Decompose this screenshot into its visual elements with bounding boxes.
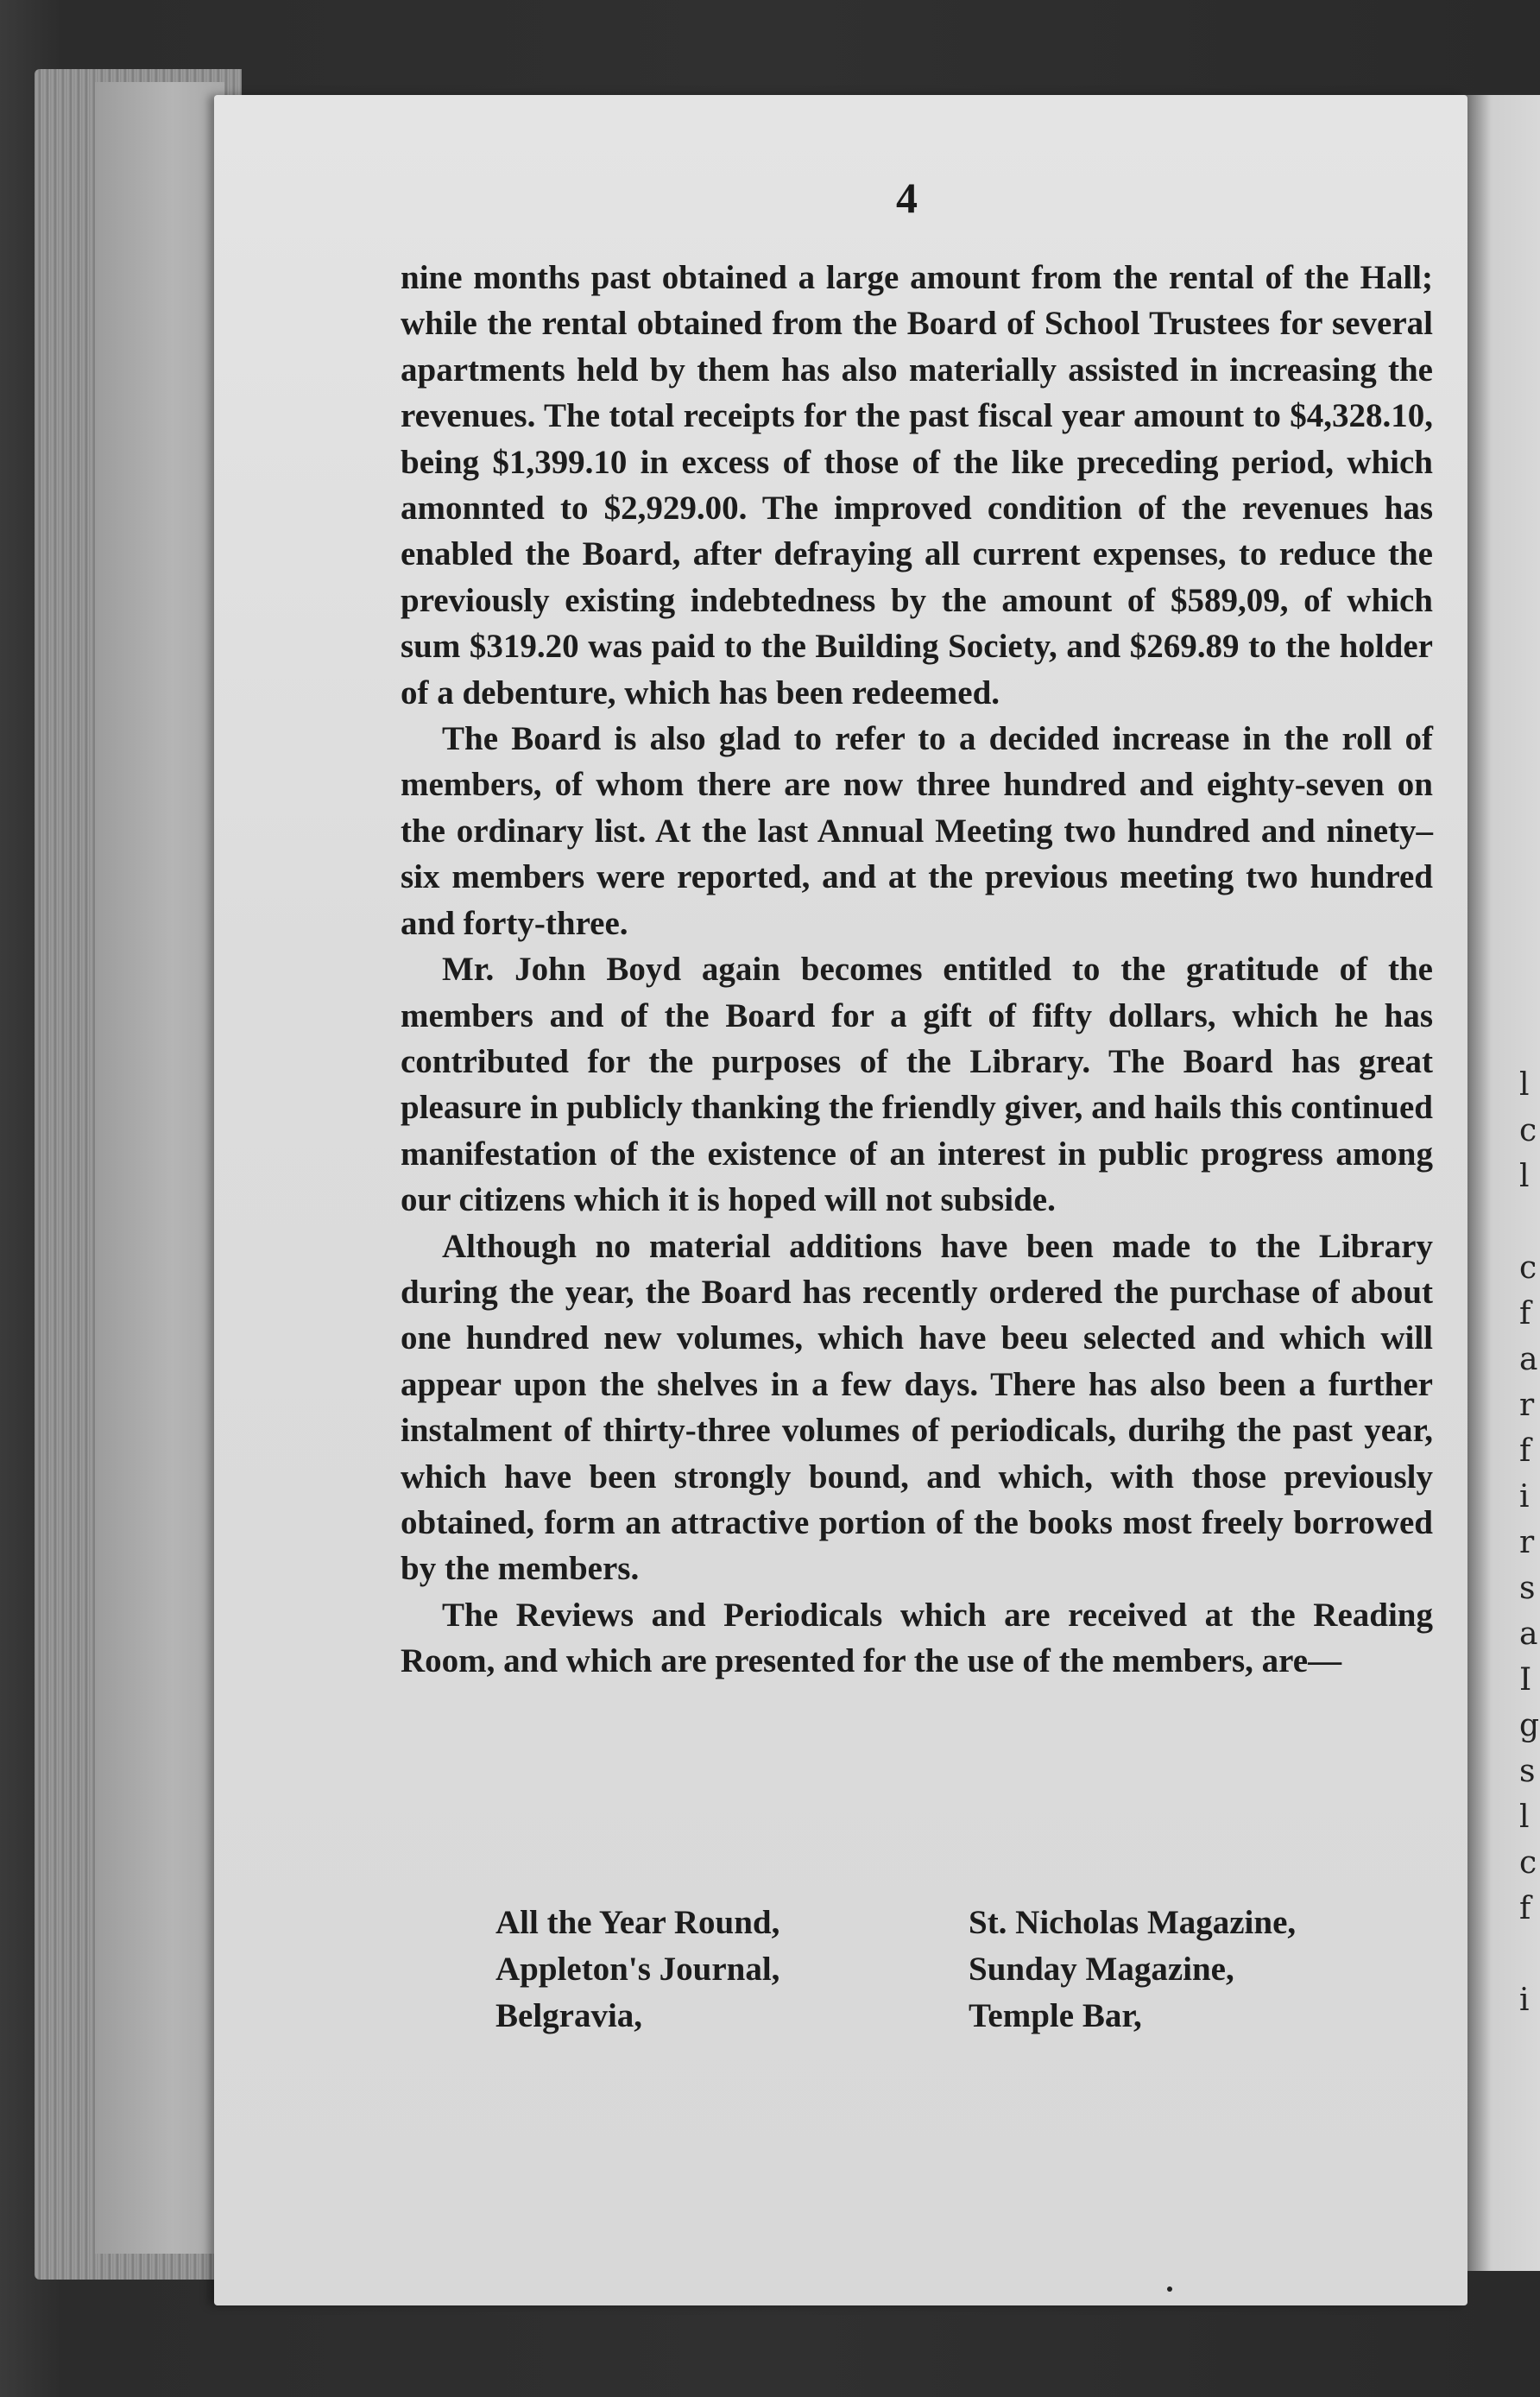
paragraph-periodicals-intro: The Reviews and Periodicals which are received at the Reading Room, and which are presented for the use of the members, are— (401, 1596, 1433, 1680)
book-page-edges-inner (95, 82, 224, 2254)
periodical-item: Belgravia, (495, 1997, 643, 2034)
page-number: 4 (896, 174, 918, 222)
periodical-item: Appleton's Journal, (495, 1951, 780, 1988)
paragraph-revenues: nine months past obtained a large amount from the rental of the Hall; while the rental obtained from the Board of School Trustees for several apartments held by them has also materially assisted in increasing the revenues. The total receipts for the past fiscal year amount to $4,328.10, being $1,399.10 in excess of those of the like preceding period, which amonnted to $2,929.00. The improved condition of the revenues has enabled the Board, after defraying all current expenses, to reduce the previously existing indebtedness by the amount of $589,09, of which sum $319.20 was paid to the Building Society, and $269.89 to the holder of a debenture, which has been redeemed. (401, 259, 1433, 712)
periodicals-left-column (495, 1900, 969, 2040)
periodicals-list (495, 1900, 1359, 2040)
ink-speck (1167, 2286, 1172, 2292)
periodical-item: Temple Bar, (969, 1997, 1142, 2034)
paragraph-library-additions: Although no material additions have been made to the Library during the year, the Board has recently ordered the purchase of about one hundred new volumes, which have beeu selected and which will appear upon the shelves in a few days. There has also been a further instalment of thirty-three volumes of periodicals, durihg the past year, which have been strongly bound, and which, with those previously obtained, form an attractive portion of the books most freely borrowed by the members. (401, 1227, 1433, 1588)
periodical-item: St. Nicholas Magazine, (969, 1904, 1297, 1941)
body-text (401, 255, 1433, 1685)
periodical-item: All the Year Round, (495, 1904, 780, 1941)
periodical-item: Sunday Magazine, (969, 1951, 1234, 1988)
paragraph-members: The Board is also glad to refer to a decided increase in the roll of members, of whom there are now three hundred and eighty-seven on the ordinary list. At the last Annual Meeting two hundred and ninety–six members were reported, and at the previous meeting two hundred and forty-three. (401, 720, 1433, 942)
facing-page-fragment: l c l c f a r f i r s a I g s l c f i (1519, 1067, 1540, 2018)
periodicals-right-column (969, 1900, 1359, 2040)
paragraph-gift: Mr. John Boyd again becomes entitled to the gratitude of the members and of the Board for a gift of fifty dollars, which he has contributed for the purposes of the Library. The Board has great pleasure in publicly thanking the friendly giver, and hails this continued manifestation of the existence of an interest in public progress among our citizens which it is hoped will not subside. (401, 951, 1433, 1219)
